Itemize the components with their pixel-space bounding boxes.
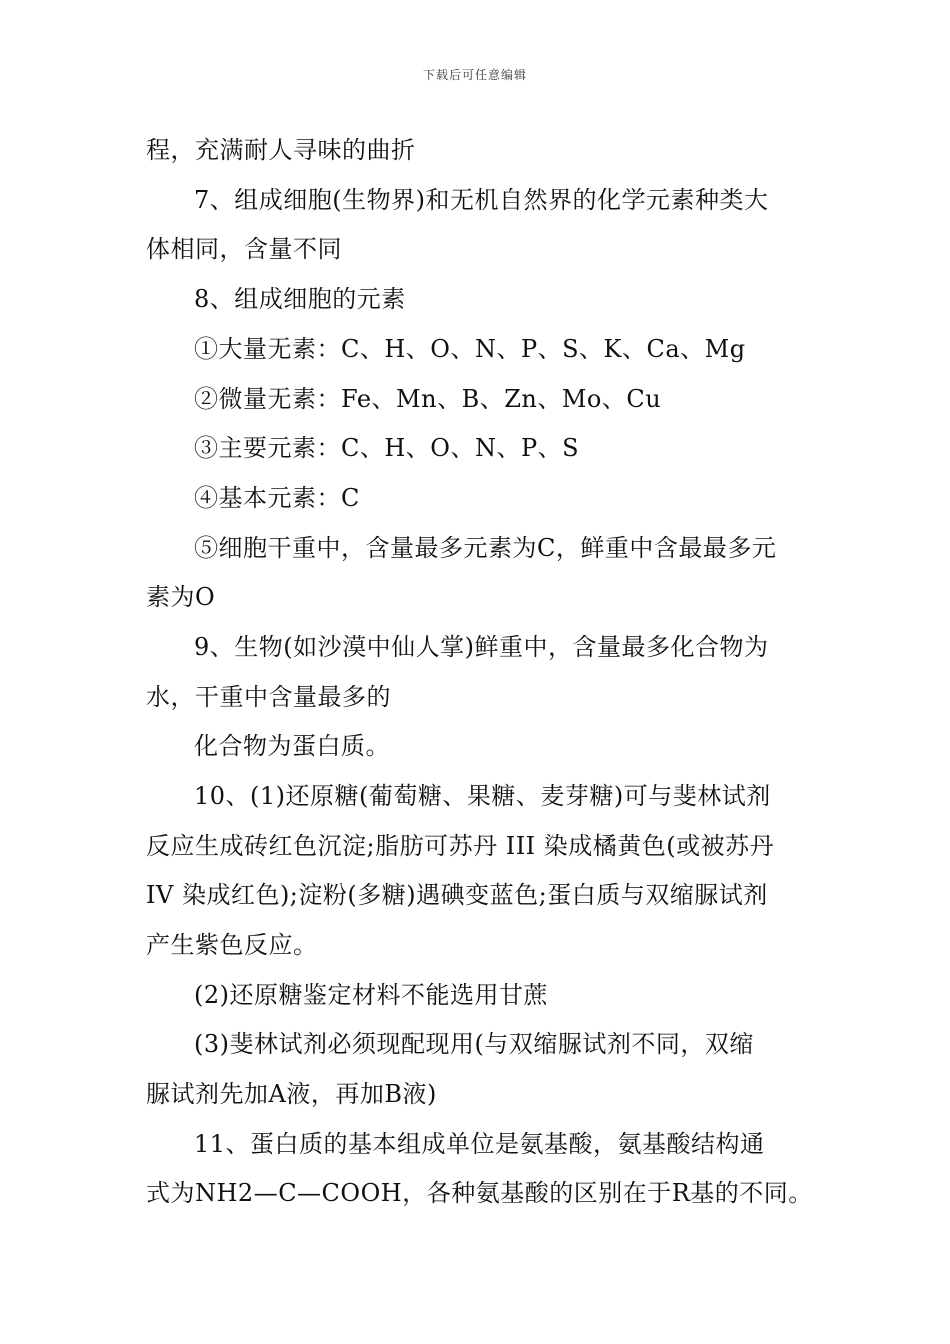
text-line: 程，充满耐人寻味的曲折 bbox=[146, 136, 416, 164]
text-line: 10、(1)还原糖(葡萄糖、果糖、麦芽糖)可与斐林试剂 bbox=[194, 782, 771, 810]
text-line: (3)斐林试剂必须现配现用(与双缩脲试剂不同，双缩 bbox=[194, 1030, 754, 1058]
text-line: ②微量无素：Fe、Mn、B、Zn、Mo、Cu bbox=[194, 385, 662, 413]
text-line: 式为NH2—C—COOH，各种氨基酸的区别在于R基的不同。 bbox=[146, 1179, 813, 1207]
text-line: 9、生物(如沙漠中仙人掌)鲜重中，含量最多化合物为 bbox=[194, 633, 769, 661]
page-header: 下载后可任意编辑 bbox=[422, 68, 527, 82]
text-line: 脲试剂先加A液，再加B液) bbox=[146, 1080, 437, 1108]
text-line: ①大量无素：C、H、O、N、P、S、K、Ca、Mg bbox=[194, 335, 746, 363]
text-line: IV 染成红色);淀粉(多糖)遇碘变蓝色;蛋白质与双缩脲试剂 bbox=[146, 881, 768, 909]
text-line: 8、组成细胞的元素 bbox=[194, 285, 406, 313]
text-line: 7、组成细胞(生物界)和无机自然界的化学元素种类大 bbox=[194, 186, 769, 214]
text-line: (2)还原糖鉴定材料不能选用甘蔗 bbox=[194, 981, 548, 1009]
text-line: ④基本元素：C bbox=[194, 484, 360, 512]
text-line: 产生紫色反应。 bbox=[146, 931, 318, 959]
text-line: 11、蛋白质的基本组成单位是氨基酸，氨基酸结构通 bbox=[194, 1130, 765, 1158]
text-line: 反应生成砖红色沉淀;脂肪可苏丹 III 染成橘黄色(或被苏丹 bbox=[146, 832, 775, 860]
text-line: ③主要元素：C、H、O、N、P、S bbox=[194, 434, 580, 462]
text-line: 素为O bbox=[146, 583, 216, 611]
text-line: 水，干重中含量最多的 bbox=[146, 683, 391, 711]
text-line: 体相同，含量不同 bbox=[146, 235, 342, 263]
text-line: 化合物为蛋白质。 bbox=[194, 732, 390, 760]
text-line: ⑤细胞干重中，含量最多元素为C，鲜重中含最最多元 bbox=[194, 534, 777, 562]
